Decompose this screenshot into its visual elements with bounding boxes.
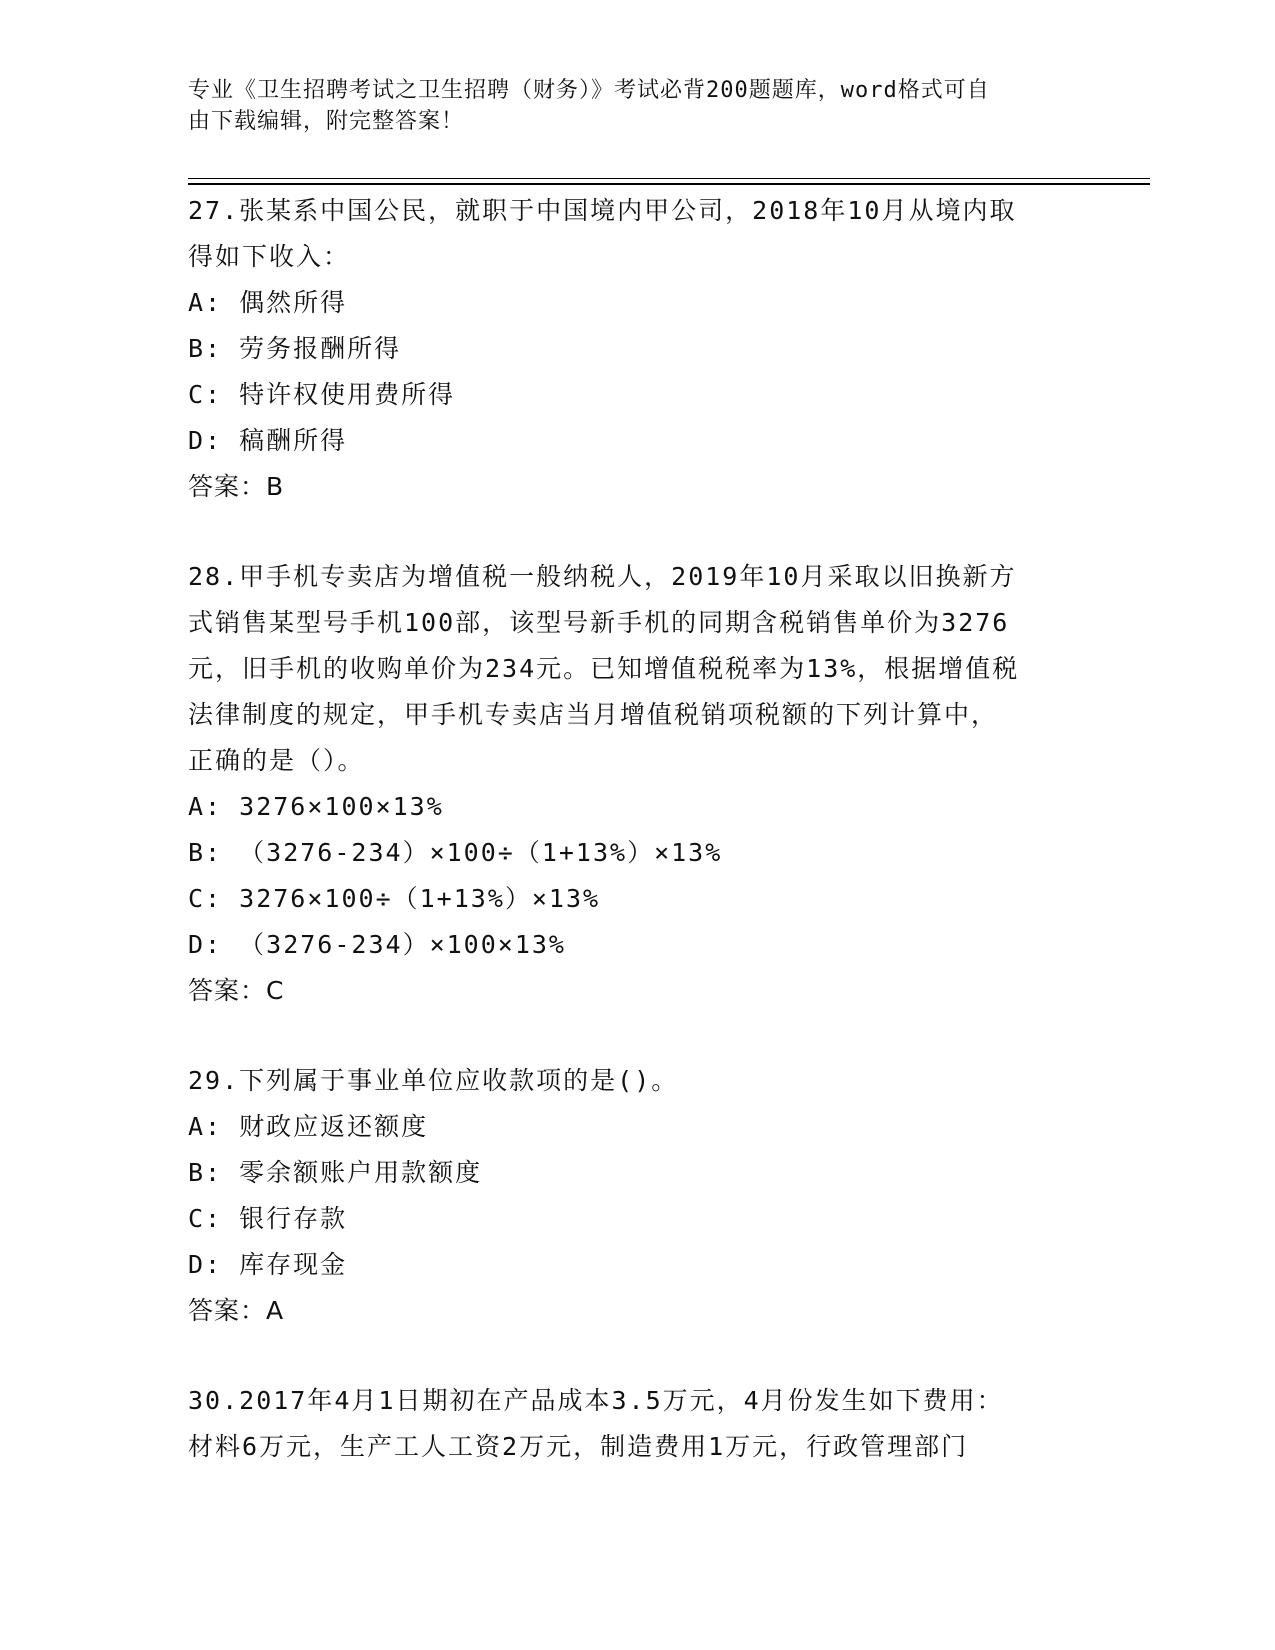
- question-stem-line: 27.张某系中国公民，就职于中国境内甲公司，2018年10月从境内取: [188, 196, 1017, 225]
- question-stem-line: 28.甲手机专卖店为增值税一般纳税人，2019年10月采取以旧换新方: [188, 562, 1017, 591]
- option-d: D: （3276-234）×100×13%: [188, 930, 566, 959]
- question-list: [188, 188, 1088, 1470]
- question-30: [188, 1378, 1088, 1470]
- header-line-2: 由下载编辑，附完整答案！: [188, 109, 465, 134]
- option-a: A: 偶然所得: [188, 288, 348, 317]
- question-27: [188, 188, 1088, 510]
- header-divider-thick: [188, 183, 1150, 185]
- question-stem-line: 法律制度的规定，甲手机专卖店当月增值税销项税额的下列计算中，: [188, 700, 999, 729]
- option-d: D: 库存现金: [188, 1250, 348, 1279]
- question-stem-line: 材料6万元，生产工人工资2万元，制造费用1万元，行政管理部门: [188, 1432, 969, 1461]
- question-stem-line: 元，旧手机的收购单价为234元。已知增值税税率为13%，根据增值税: [188, 654, 1020, 683]
- answer-line: 答案：C: [188, 976, 285, 1005]
- question-stem-line: 30.2017年4月1日期初在产品成本3.5万元，4月份发生如下费用：: [188, 1386, 1004, 1415]
- answer-line: 答案：B: [188, 472, 285, 501]
- option-c: C: 银行存款: [188, 1204, 348, 1233]
- option-b: B: 劳务报酬所得: [188, 334, 402, 363]
- option-c: C: 特许权使用费所得: [188, 380, 456, 409]
- option-a: A: 3276×100×13%: [188, 792, 444, 821]
- option-b: B: 零余额账户用款额度: [188, 1158, 483, 1187]
- question-29: [188, 1058, 1088, 1334]
- spacer: [188, 1334, 1088, 1378]
- answer-line: 答案：A: [188, 1296, 285, 1325]
- spacer: [188, 1014, 1088, 1058]
- option-d: D: 稿酬所得: [188, 426, 348, 455]
- option-a: A: 财政应返还额度: [188, 1112, 429, 1141]
- question-stem-line: 式销售某型号手机100部，该型号新手机的同期含税销售单价为3276: [188, 608, 1010, 637]
- document-header: [188, 75, 1068, 137]
- question-stem-line: 得如下收入：: [188, 242, 351, 271]
- option-c: C: 3276×100÷（1+13%）×13%: [188, 884, 601, 913]
- spacer: [188, 510, 1088, 554]
- option-b: B: （3276-234）×100÷（1+13%）×13%: [188, 838, 723, 867]
- question-stem-line: 正确的是（）。: [188, 746, 365, 775]
- question-28: [188, 554, 1088, 1014]
- header-line-1: 专业《卫生招聘考试之卫生招聘（财务）》考试必背200题题库，word格式可自: [188, 78, 990, 103]
- header-divider-thin: [188, 178, 1150, 179]
- question-stem-line: 29.下列属于事业单位应收款项的是()。: [188, 1066, 679, 1095]
